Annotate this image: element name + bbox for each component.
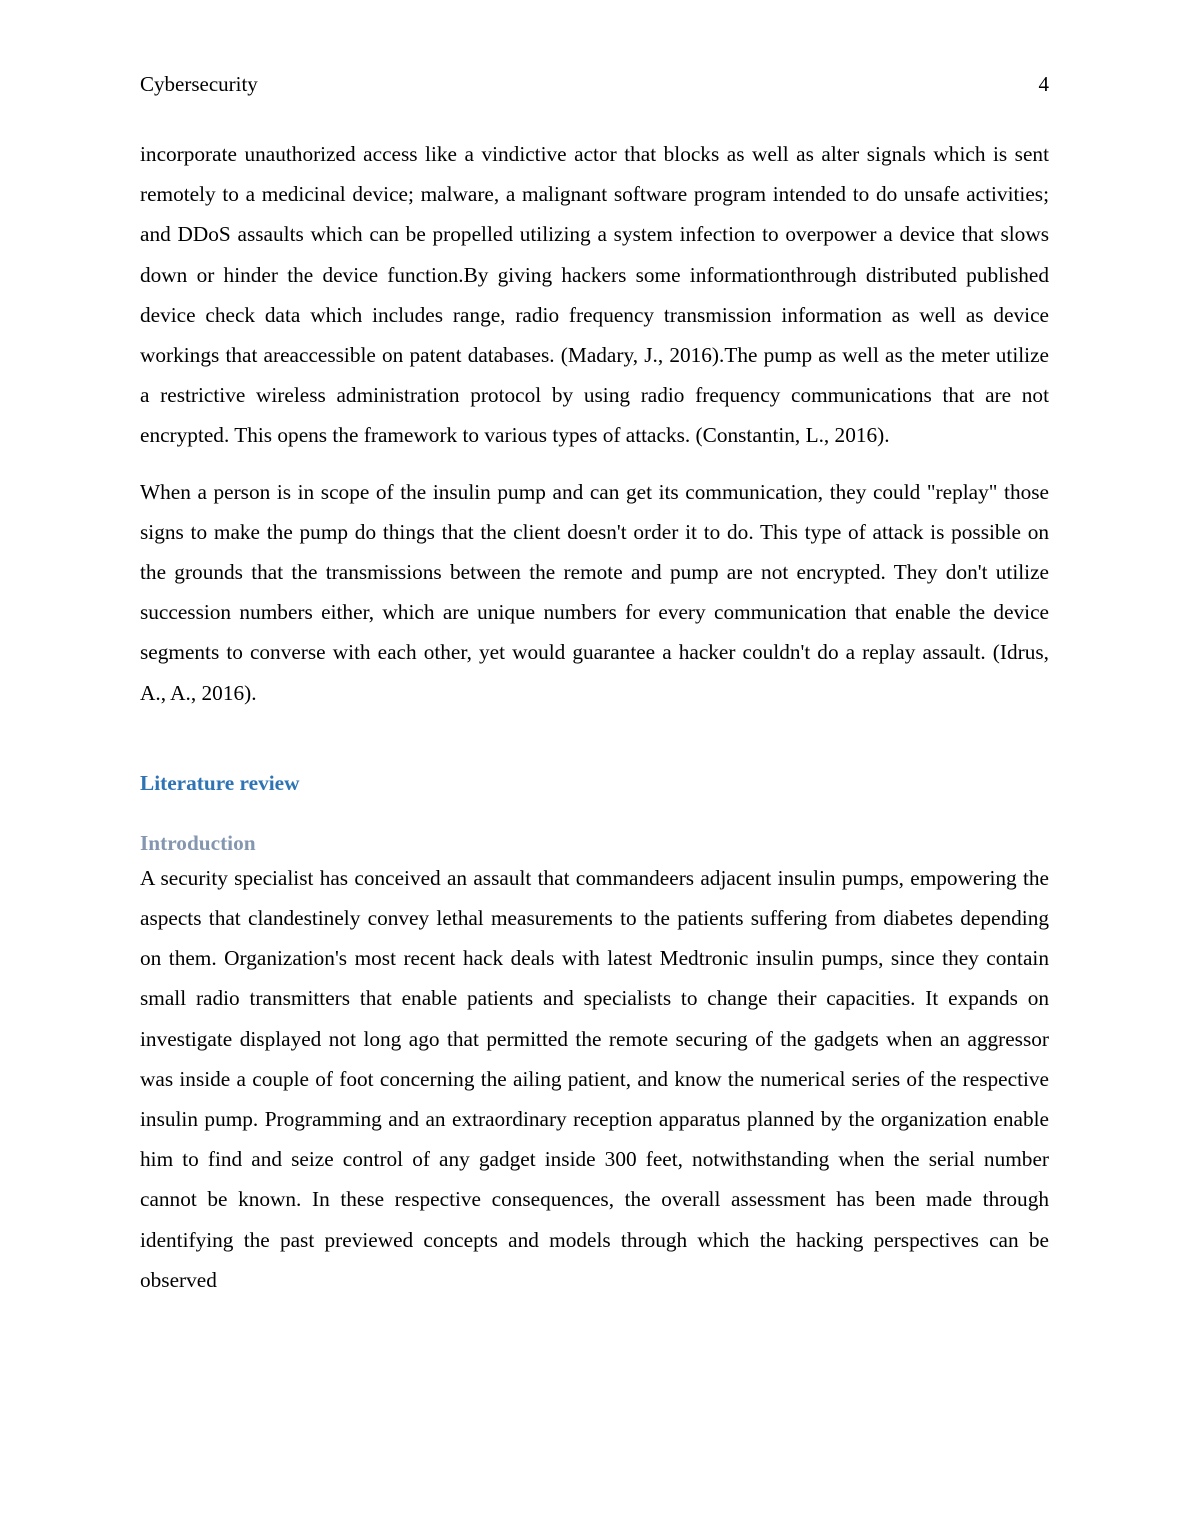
heading-literature-review: Literature review: [140, 770, 300, 795]
running-head: Cybersecurity: [140, 72, 258, 96]
page-header: [140, 70, 1049, 98]
page-number: 4: [1038, 72, 1049, 96]
document-body: [140, 134, 1049, 1300]
paragraph-replay-attack: When a person is in scope of the insulin pump and can get its communication, they could "replay" those signs to make the pump do things that the client doesn't order it to do. This type of attack is possible on the grounds that the transmissions between the remote and pump are not encrypted. They don't utilize succession numbers either, which are unique numbers for every communication that enable the device segments to converse with each other, yet would guarantee a hacker couldn't do a replay assault. (Idrus, A., A., 2016).: [140, 479, 1049, 705]
heading-introduction: Introduction: [140, 830, 256, 855]
paragraph-threats: incorporate unauthorized access like a vindictive actor that blocks as well as alter signals which is sent remotely to a medicinal device; malware, a malignant software program intended to do unsafe activities; and DDoS assaults which can be propelled utilizing a system infection to overpower a device that slows down or hinder the device function.By giving hackers some informationthrough distributed published device check data which includes range, radio frequency transmission information as well as device workings that areaccessible on patent databases. (Madary, J., 2016).The pump as well as the meter utilize a restrictive wireless administration protocol by using radio frequency communications that are not encrypted. This opens the framework to various types of attacks. (Constantin, L., 2016).: [140, 142, 1049, 448]
paragraph-introduction: A security specialist has conceived an assault that commandeers adjacent insulin pumps, empowering the aspects that clandestinely convey lethal measurements to the patients suffering from diabetes depending on them. Organization's most recent hack deals with latest Medtronic insulin pumps, since they contain small radio transmitters that enable patients and specialists to change their capacities. It expands on investigate displayed not long ago that permitted the remote securing of the gadgets when an aggressor was inside a couple of foot concerning the ailing patient, and know the numerical series of the respective insulin pump. Programming and an extraordinary reception apparatus planned by the organization enable him to find and seize control of any gadget inside 300 feet, notwithstanding when the serial number cannot be known. In these respective consequences, the overall assessment has been made through identifying the past previewed concepts and models through which the hacking perspectives can be observed: [140, 865, 1049, 1292]
